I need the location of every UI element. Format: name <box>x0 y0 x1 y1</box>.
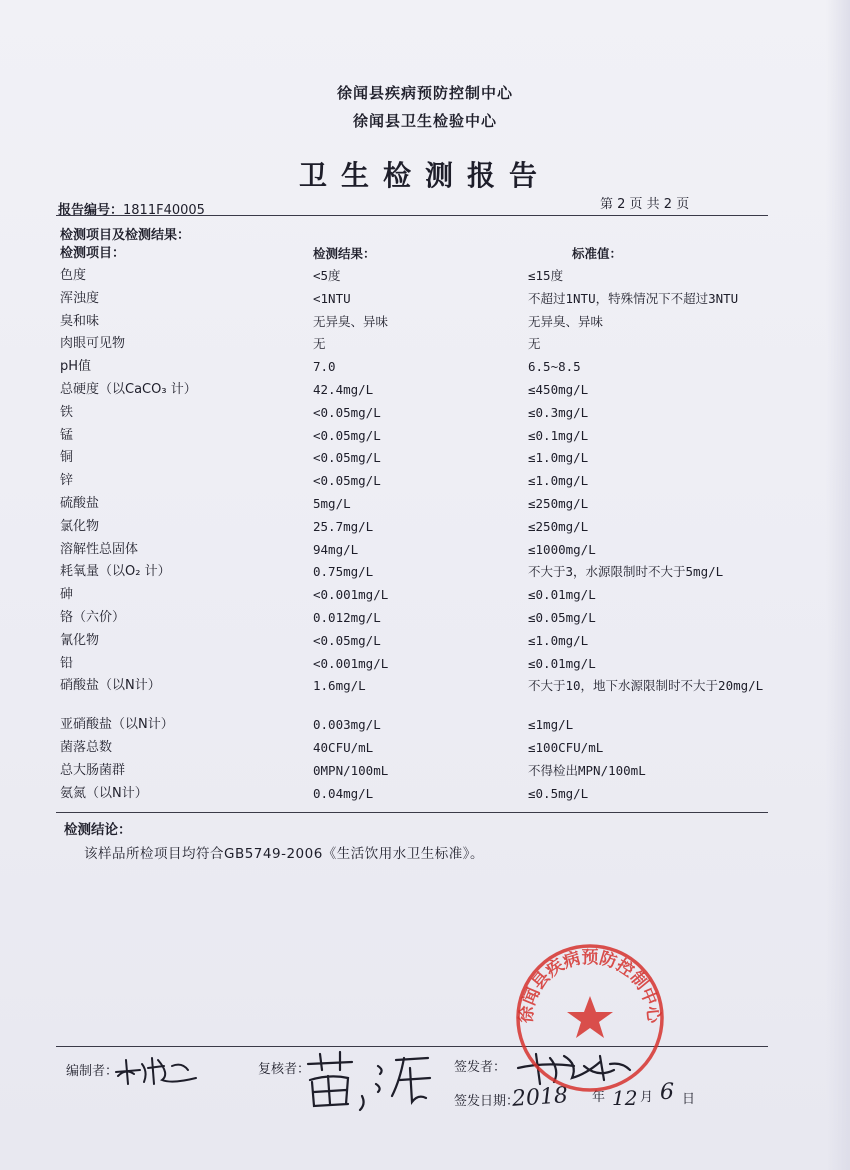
report-number-label: 报告编号： <box>58 203 124 218</box>
row-item: 色度 <box>60 268 87 283</box>
row-result: 0MPN/100mL <box>313 762 389 778</box>
row-item: 氨氮（以N计） <box>60 785 148 801</box>
editor-label: 编制者： <box>66 1064 119 1079</box>
row-result: <0.001mg/L <box>313 587 389 603</box>
date-label: 签发日期： <box>454 1094 520 1109</box>
row-result: 42.4mg/L <box>313 382 374 397</box>
row-result: 0.003mg/L <box>313 717 381 733</box>
row-standard: ≤450mg/L <box>528 382 589 397</box>
row-result: 94mg/L <box>313 541 359 557</box>
date-year-handwritten: 2018 <box>511 1083 569 1112</box>
row-item: 总大肠菌群 <box>60 762 126 778</box>
row-result: 5mg/L <box>313 496 351 511</box>
row-standard: 不大于3，水源限制时不大于5mg/L <box>528 564 724 580</box>
row-item: 肉眼可见物 <box>60 336 126 352</box>
date-month-char: 月 <box>640 1090 654 1105</box>
row-result: 25.7mg/L <box>313 518 374 534</box>
header-rule <box>56 215 768 216</box>
row-standard: ≤0.01mg/L <box>528 655 596 671</box>
issuer-label: 签发者： <box>454 1060 507 1075</box>
report-title: 卫生检测报告 <box>298 159 551 192</box>
row-result: 0.012mg/L <box>313 610 381 625</box>
report-number-value: 1811F40005 <box>123 203 205 218</box>
row-standard: ≤1000mg/L <box>528 541 596 557</box>
row-result: 无异臭、异味 <box>313 313 389 329</box>
row-item: 锌 <box>60 473 74 489</box>
row-standard: ≤0.01mg/L <box>528 587 596 603</box>
row-standard: ≤15度 <box>528 268 564 283</box>
org-name-1: 徐闻县疾病预防控制中心 <box>336 84 513 102</box>
row-standard: 无异臭、异味 <box>528 313 604 329</box>
reviewer-signature <box>300 1046 440 1116</box>
row-item: 耗氧量（以O₂ 计） <box>60 564 171 580</box>
seal-text: 徐闻县疾病预防控制中心 <box>516 947 664 1025</box>
page-info: 第 2 页 共 2 页 <box>600 197 690 212</box>
reviewer-label: 复核者： <box>258 1062 311 1077</box>
row-standard: ≤0.1mg/L <box>528 427 589 443</box>
row-item: pH值 <box>60 359 92 375</box>
date-month-handwritten: 12 <box>612 1086 638 1110</box>
row-result: <1NTU <box>313 290 351 306</box>
row-result: <0.05mg/L <box>313 632 381 648</box>
row-item: 亚硝酸盐（以N计） <box>60 717 174 733</box>
conclusion-text: 该样品所检项目均符合GB5749-2006《生活饮用水卫生标准》。 <box>84 846 485 862</box>
row-standard: 无 <box>528 336 541 352</box>
row-result: <0.001mg/L <box>313 655 389 671</box>
row-item: 氰化物 <box>60 632 100 648</box>
row-standard: ≤0.05mg/L <box>528 610 596 625</box>
row-standard: 不得检出MPN/100mL <box>528 762 646 778</box>
row-standard: ≤1.0mg/L <box>528 473 589 489</box>
row-result: <0.05mg/L <box>313 427 381 443</box>
row-standard: ≤0.5mg/L <box>528 785 589 801</box>
section-title-text: 检测项目及检测结果： <box>60 228 191 243</box>
row-item: 铅 <box>60 655 74 671</box>
row-standard: ≤1.0mg/L <box>528 450 589 466</box>
row-standard: ≤250mg/L <box>528 496 589 511</box>
row-result: 无 <box>313 336 326 352</box>
row-standard: ≤1mg/L <box>528 717 574 733</box>
seal-star-icon <box>567 996 613 1038</box>
row-item: 硫酸盐 <box>60 496 100 511</box>
row-item: 菌落总数 <box>60 740 113 755</box>
header-standard: 标准值： <box>572 246 623 261</box>
row-item: 铬（六价） <box>60 610 126 625</box>
row-item: 氯化物 <box>60 518 100 534</box>
row-result: 1.6mg/L <box>313 678 366 694</box>
row-standard: 不超过1NTU，特殊情况下不超过3NTU <box>528 290 739 306</box>
row-standard: 6.5~8.5 <box>528 359 581 375</box>
row-item: 总硬度（以CaCO₃ 计） <box>60 382 197 397</box>
row-item: 臭和味 <box>60 313 100 329</box>
date-day-char: 日 <box>682 1092 696 1107</box>
header-result: 检测结果： <box>313 246 376 261</box>
row-item: 铁 <box>60 404 74 420</box>
row-standard: ≤0.3mg/L <box>528 404 589 420</box>
official-seal <box>512 940 668 1096</box>
editor-signature <box>112 1050 204 1090</box>
table-bottom-rule <box>56 812 768 813</box>
row-item: 溶解性总固体 <box>60 541 139 557</box>
row-result: 0.75mg/L <box>313 564 374 580</box>
row-result: <0.05mg/L <box>313 473 381 489</box>
row-item: 硝酸盐（以N计） <box>60 678 161 694</box>
row-standard: 不大于10，地下水源限制时不大于20mg/L <box>528 678 764 694</box>
row-standard: ≤1.0mg/L <box>528 632 589 648</box>
row-standard: ≤250mg/L <box>528 518 589 534</box>
row-item: 砷 <box>60 587 74 603</box>
row-result: 7.0 <box>313 359 336 375</box>
row-result: 40CFU/mL <box>313 740 374 755</box>
row-result: <5度 <box>313 268 341 283</box>
row-standard: ≤100CFU/mL <box>528 740 604 755</box>
header-item: 检测项目： <box>60 246 126 261</box>
section-title <box>60 224 190 243</box>
date-year-char: 年 <box>592 1090 606 1105</box>
row-result: 0.04mg/L <box>313 785 374 801</box>
org-name-2: 徐闻县卫生检验中心 <box>352 112 497 130</box>
row-item: 铜 <box>60 450 74 466</box>
conclusion-label: 检测结论： <box>64 822 132 838</box>
row-result: <0.05mg/L <box>313 404 381 420</box>
row-result: <0.05mg/L <box>313 450 381 466</box>
row-item: 锰 <box>60 427 74 443</box>
date-day-handwritten: 6 <box>660 1080 674 1105</box>
row-item: 浑浊度 <box>60 290 100 306</box>
